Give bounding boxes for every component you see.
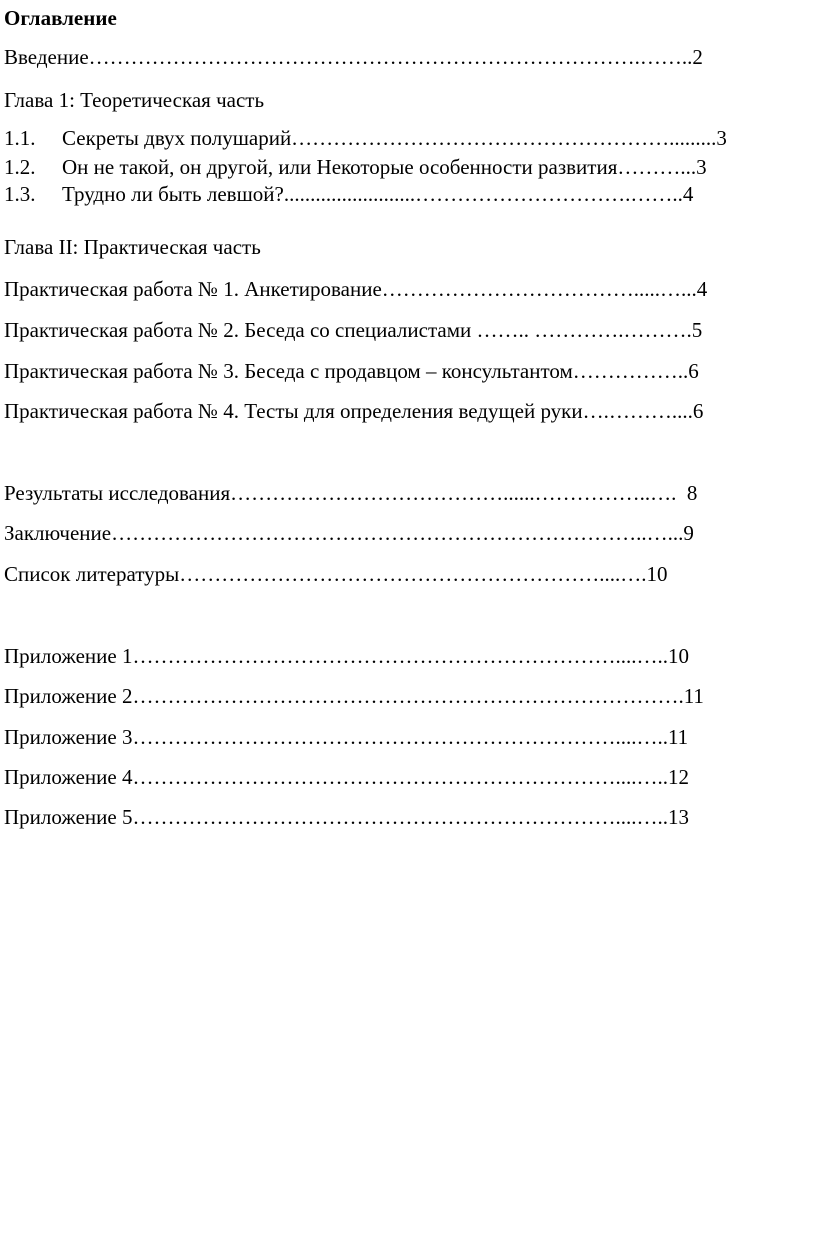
toc-entry-practice-3: Практическая работа № 3. Беседа с продавцом – консультантом……………..6 — [4, 359, 699, 383]
toc-chapter-2: Глава II: Практическая часть — [4, 235, 261, 259]
toc-entry-appendix-3: Приложение 3……………………………………………………………....…..11 — [4, 725, 689, 749]
toc-entry-practice-1: Практическая работа № 1. Анкетирование……………………………….....…...4 — [4, 277, 708, 301]
toc-subentry-text: Он не такой, он другой, или Некоторые особенности развития………...3 — [62, 155, 707, 179]
toc-subentry-number: 1.2. — [4, 155, 36, 179]
toc-entry-conclusion: Заключение…………………………………………………………………..…...9 — [4, 521, 694, 545]
toc-subentry-text: Трудно ли быть левшой?.........................………………………….……..4 — [62, 182, 694, 206]
toc-subentry-1-3 — [4, 182, 693, 206]
toc-subentry-1-1 — [4, 126, 727, 150]
toc-subentry-number: 1.3. — [4, 182, 36, 206]
toc-subentry-number: 1.1. — [4, 126, 36, 150]
toc-entry-references: Список литературы……………………………………………………....….10 — [4, 562, 668, 586]
toc-entry-appendix-4: Приложение 4……………………………………………………………....…..12 — [4, 765, 689, 789]
toc-entry-appendix-2: Приложение 2…………………………………………………………………….11 — [4, 684, 704, 708]
toc-entry-appendix-1: Приложение 1……………………………………………………………....…..10 — [4, 644, 689, 668]
toc-entry-results: Результаты исследования…………………………………......……………..…. 8 — [4, 481, 698, 505]
toc-subentry-1-2 — [4, 155, 707, 179]
toc-subentry-text: Секреты двух полушарий……………………………………………….........3 — [62, 126, 727, 150]
toc-entry-intro: Введение…………………………………………………………………….……..2 — [4, 45, 703, 69]
toc-entry-appendix-5: Приложение 5……………………………………………………………....…..13 — [4, 805, 689, 829]
toc-title: Оглавление — [4, 6, 117, 30]
toc-entry-practice-2: Практическая работа № 2. Беседа со специалистами …….. ………….……….5 — [4, 318, 703, 342]
toc-chapter-1: Глава 1: Теоретическая часть — [4, 88, 265, 112]
toc-entry-practice-4: Практическая работа № 4. Тесты для определения ведущей руки….………....6 — [4, 399, 704, 423]
